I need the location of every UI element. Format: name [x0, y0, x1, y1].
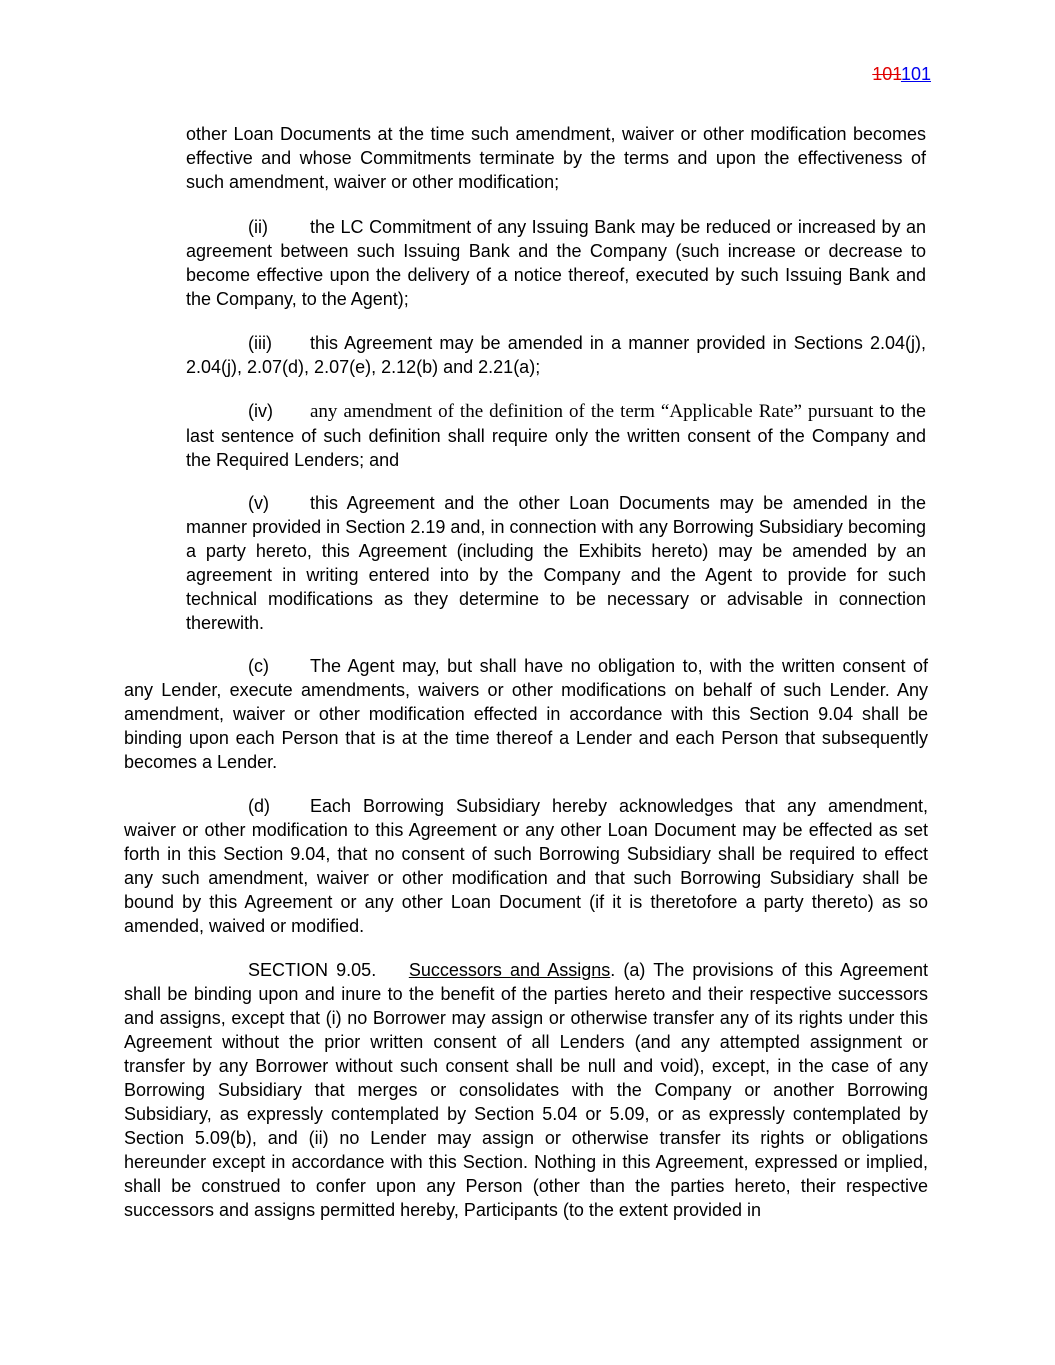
clause-v-text: this Agreement and the other Loan Documents may be amended in the manner provided in Section 2.19 and, in connection with any Borrowing Subsidiary becoming a party hereto, this Agreement (including the Exhibits hereto) may be amended by an agreement in writing entered into by the Company and the Agent to provide for such technical modifications as they determine to be necessary or advisable in connection therewith.	[186, 493, 926, 633]
section-9-05-title: Successors and Assigns	[408, 960, 611, 980]
page-number-inserted: 101	[900, 64, 931, 84]
clause-iv	[186, 399, 926, 472]
section-9-05-label: SECTION 9.05.	[248, 960, 377, 980]
paragraph-d-text: Each Borrowing Subsidiary hereby acknowledges that any amendment, waiver or other modification to this Agreement or any other Loan Document may be effected as set forth in this Section 9.04, that no consent of such Borrowing Subsidiary shall be required to effect any such amendment, waiver or other modification and that such Borrowing Subsidiary shall be bound by this Agreement or any other Loan Document (if it is theretofore a party thereto) as so amended, waived or modified.	[124, 796, 928, 936]
clause-iv-text: to the last sentence of such definition shall require only the written consent of the Company and the Required Lenders; and	[186, 401, 926, 470]
paragraph-d	[124, 794, 928, 938]
clause-v	[186, 491, 926, 635]
clause-iv-text-serif: any amendment of the definition of the term “Applicable Rate” pursuant	[310, 401, 874, 422]
page-number-deleted: 101	[872, 64, 901, 84]
clause-ii-text: the LC Commitment of any Issuing Bank may be reduced or increased by an agreement between such Issuing Bank and the Company (such increase or decrease to become effective upon the delivery of a notice thereof, executed by such Issuing Bank and the Company, to the Agent);	[186, 217, 926, 309]
clause-iii-number: (iii)	[248, 333, 272, 353]
page-number	[872, 63, 931, 85]
section-9-05	[124, 958, 928, 1222]
clause-ii-number: (ii)	[248, 217, 268, 237]
clause-iii-text: this Agreement may be amended in a manner provided in Sections 2.04(j), 2.04(j), 2.07(d), 2.07(e), 2.12(b) and 2.21(a);	[186, 333, 926, 377]
paragraph-c-text: The Agent may, but shall have no obligation to, with the written consent of any Lender, execute amendments, waivers or other modifications on behalf of such Lender. Any amendment, waiver or other modification effected in accordance with this Section 9.04 shall be binding upon each Person that is at the time thereof a Lender and each Person that subsequently becomes a Lender.	[124, 656, 928, 772]
clause-ii	[186, 215, 926, 311]
clause-v-number: (v)	[248, 493, 269, 513]
section-9-05-text: . (a) The provisions of this Agreement shall be binding upon and inure to the benefit of the parties hereto and their respective successors and assigns, except that (i) no Borrower may assign or otherwise transfer any of its rights under this Agreement without the prior written consent of all Lenders (and any attempted assignment or transfer by any Borrower without such consent shall be null and void), except, in the case of any Borrowing Subsidiary that merges or consolidates with the Company or another Borrowing Subsidiary, as expressly contemplated by Section 5.04 or 5.09, or as expressly contemplated by Section 5.09(b), and (ii) no Lender may assign or otherwise transfer its rights or obligations hereunder except in accordance with this Section. Nothing in this Agreement, expressed or implied, shall be construed to confer upon any Person (other than the parties hereto, their respective successors and assigns permitted hereby, Participants (to the extent provided in	[124, 960, 928, 1220]
paragraph-d-number: (d)	[248, 796, 270, 816]
clause-iv-number: (iv)	[248, 401, 273, 421]
clause-iii	[186, 331, 926, 379]
continued-paragraph: other Loan Documents at the time such amendment, waiver or other modification becomes effective and whose Commitments terminate by the terms and upon the effectiveness of such amendment, waiver or other modification;	[186, 124, 926, 192]
paragraph-c-number: (c)	[248, 656, 269, 676]
paragraph-c	[124, 654, 928, 774]
